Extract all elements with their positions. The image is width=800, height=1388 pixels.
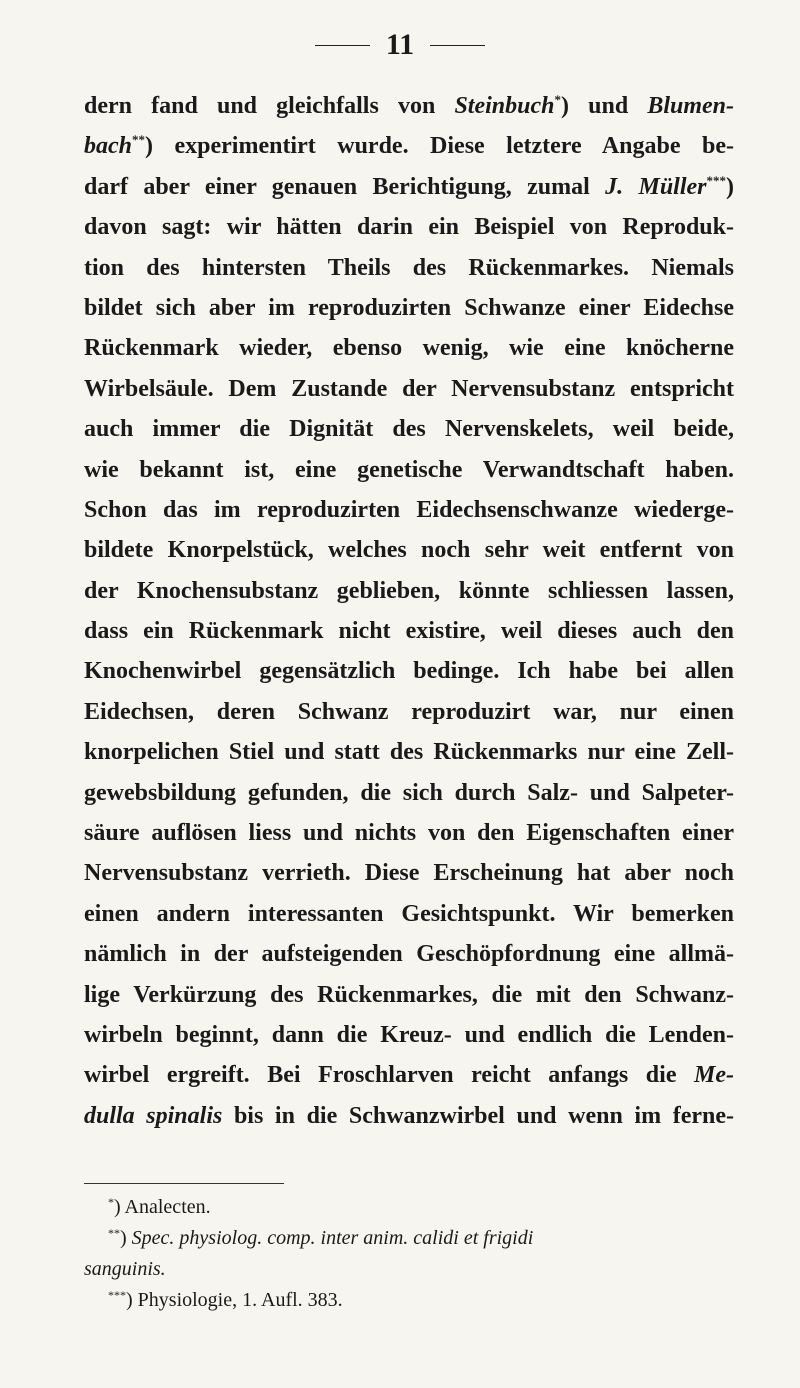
- footnote-marker: *: [554, 92, 561, 107]
- text-run: der Knochensubstanz geblieben, könnte schliessen lassen,: [84, 577, 734, 604]
- italic-run: J. Müller: [605, 173, 707, 200]
- text-run: nämlich in der aufsteigenden Geschöpfordnung eine allmä-: [84, 941, 734, 968]
- text-run: wirbeln beginnt, dann die Kreuz- und endlich die Lenden-: [84, 1021, 734, 1048]
- italic-run: bach: [84, 133, 132, 160]
- footnote-line: [84, 1285, 734, 1316]
- text-line: [84, 86, 734, 126]
- text-line: [84, 934, 734, 974]
- text-run: ): [120, 1227, 132, 1249]
- text-line: [84, 490, 734, 530]
- text-run: ): [726, 173, 735, 200]
- text-run: davon sagt: wir hätten darin ein Beispiel von Reproduk-: [84, 214, 734, 241]
- footnote-marker: **: [108, 1226, 120, 1240]
- text-line: [84, 1015, 734, 1055]
- text-run: bildete Knorpelstück, welches noch sehr weit entfernt von: [84, 537, 734, 564]
- text-line: [84, 328, 734, 368]
- footnote-marker: *: [108, 1195, 114, 1209]
- text-run: Eidechsen, deren Schwanz reproduzirt war, nur einen: [84, 698, 734, 725]
- text-line: [84, 409, 734, 449]
- text-line: [84, 853, 734, 893]
- text-run: ) experimentirt wurde. Diese letztere Angabe be-: [145, 133, 734, 160]
- italic-run: Spec. physiolog. comp. inter anim. calidi et frigidi: [131, 1227, 534, 1249]
- header-rule-right: [430, 45, 485, 46]
- text-line: [84, 369, 734, 409]
- footnote-marker: ***: [108, 1288, 126, 1302]
- text-line: [84, 813, 734, 853]
- text-run: bildet sich aber im reproduzirten Schwanze einer Eidechse: [84, 294, 734, 321]
- text-run: Nervensubstanz verrieth. Diese Erscheinung hat aber noch: [84, 860, 734, 887]
- text-run: wirbel ergreift. Bei Froschlarven reicht anfangs die: [84, 1062, 695, 1089]
- footnote-line: [84, 1223, 734, 1254]
- text-run: dass ein Rückenmark nicht existire, weil dieses auch den: [84, 618, 734, 645]
- text-line: [84, 773, 734, 813]
- footnote-line: [84, 1192, 734, 1223]
- text-run: Rückenmark wieder, ebenso wenig, wie eine knöcherne: [84, 335, 734, 362]
- text-line: [84, 611, 734, 651]
- footnotes: [84, 1192, 734, 1316]
- text-line: [84, 167, 734, 207]
- text-line: [84, 692, 734, 732]
- body-text: [84, 86, 734, 1136]
- text-run: auch immer die Dignität des Nervenskelets, weil beide,: [84, 416, 734, 443]
- text-line: [84, 571, 734, 611]
- footnote-separator: [84, 1183, 284, 1184]
- text-line: [84, 126, 734, 166]
- text-run: darf aber einer genauen Berichtigung, zumal: [84, 173, 606, 200]
- text-line: [84, 732, 734, 772]
- italic-run: dulla spinalis: [84, 1102, 223, 1129]
- text-run: Schon das im reproduzirten Eidechsenschwanze wiederge-: [84, 496, 734, 523]
- text-run: ) und: [560, 93, 648, 119]
- text-run: tion des hintersten Theils des Rückenmarkes. Niemals: [84, 254, 734, 281]
- text-run: knorpelichen Stiel und statt des Rückenmarks nur eine Zell-: [84, 739, 734, 766]
- italic-run: Steinbuch: [454, 93, 555, 119]
- text-run: ) Physiologie, 1. Aufl. 383.: [126, 1289, 343, 1311]
- text-run: bis in die Schwanzwirbel und wenn im ferne-: [222, 1102, 734, 1129]
- footnote-marker: **: [132, 132, 145, 148]
- footnote-line: [84, 1254, 734, 1285]
- italic-run: Blumen-: [647, 93, 734, 119]
- header-rule-left: [315, 45, 370, 46]
- page-header: [0, 30, 800, 60]
- text-run: wie bekannt ist, eine genetische Verwandtschaft haben.: [84, 456, 734, 483]
- text-line: [84, 450, 734, 490]
- text-run: Wirbelsäule. Dem Zustande der Nervensubstanz entspricht: [84, 375, 734, 402]
- text-run: dern fand und gleichfalls von: [84, 93, 455, 119]
- text-line: [84, 288, 734, 328]
- text-run: Knochenwirbel gegensätzlich bedinge. Ich habe bei allen: [84, 658, 734, 685]
- text-line: [84, 651, 734, 691]
- text-line: [84, 248, 734, 288]
- italic-run: Me-: [694, 1062, 734, 1089]
- text-run: ) Analecten.: [114, 1196, 211, 1218]
- text-run: säure auflösen liess und nichts von den Eigenschaften einer: [84, 820, 734, 847]
- text-line: [84, 530, 734, 570]
- text-line: [84, 975, 734, 1015]
- text-line: [84, 1055, 734, 1095]
- text-line: [84, 1096, 734, 1136]
- text-line: [84, 894, 734, 934]
- text-line: [84, 207, 734, 247]
- text-run: gewebsbildung gefunden, die sich durch Salz- und Salpeter-: [84, 779, 734, 806]
- text-run: lige Verkürzung des Rückenmarkes, die mit den Schwanz-: [84, 981, 734, 1008]
- footnote-marker: ***: [706, 172, 727, 188]
- text-run: einen andern interessanten Gesichtspunkt. Wir bemerken: [84, 900, 734, 927]
- page-number: 11: [385, 28, 415, 61]
- italic-run: sanguinis.: [84, 1258, 166, 1280]
